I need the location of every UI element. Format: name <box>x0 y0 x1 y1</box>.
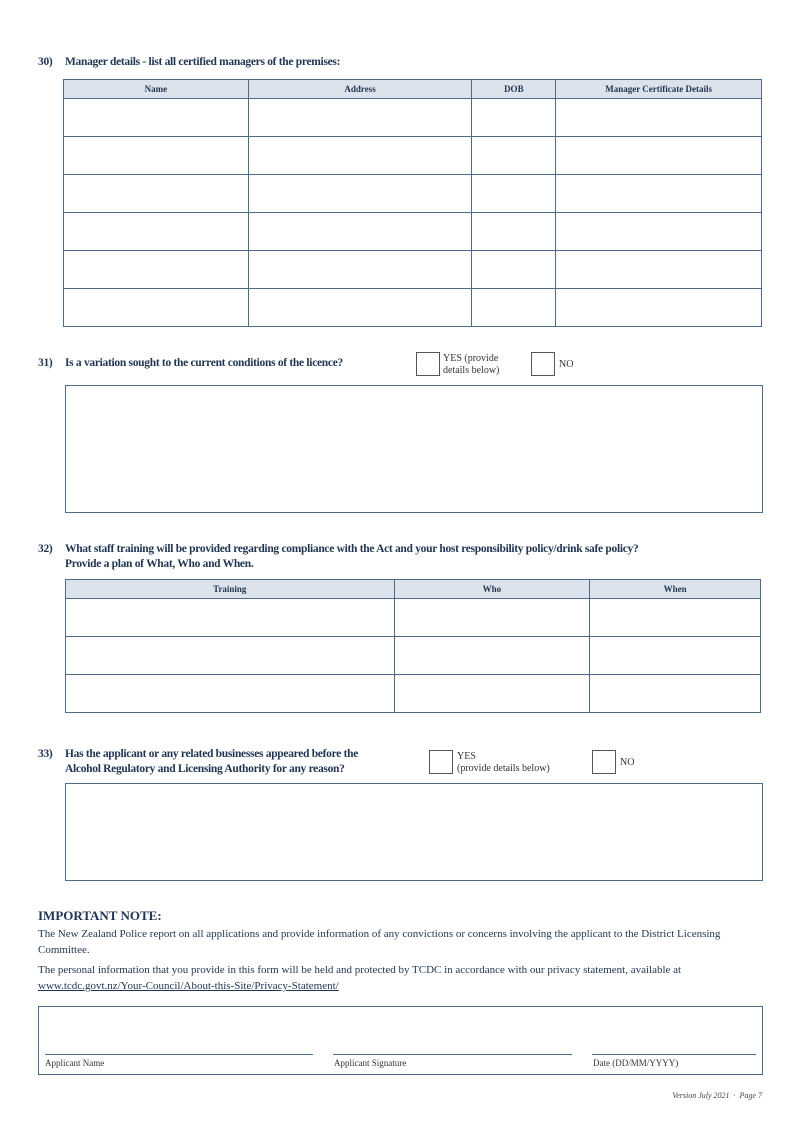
manager-cell[interactable] <box>248 213 472 251</box>
manager-cell[interactable] <box>248 289 472 327</box>
training-cell[interactable] <box>590 599 761 637</box>
q31-yes-line1: YES (provide <box>443 353 499 364</box>
applicant-name-label: Applicant Name <box>45 1058 105 1068</box>
manager-cell[interactable] <box>472 99 556 137</box>
col-header-address: Address <box>248 80 472 99</box>
q31-no-checkbox[interactable] <box>531 352 555 376</box>
q31-no-label: NO <box>559 359 574 370</box>
manager-cell[interactable] <box>556 99 762 137</box>
manager-cell[interactable] <box>556 213 762 251</box>
managers-table <box>63 79 762 327</box>
q33-yes-line2: (provide details below) <box>457 763 550 774</box>
manager-cell[interactable] <box>472 175 556 213</box>
table-row <box>64 175 762 213</box>
applicant-name-field[interactable] <box>45 1054 313 1055</box>
manager-cell[interactable] <box>556 251 762 289</box>
manager-cell[interactable] <box>248 137 472 175</box>
training-cell[interactable] <box>394 637 590 675</box>
col-header-name: Name <box>64 80 249 99</box>
page-footer: Version July 2021 · Page 7 <box>672 1091 762 1100</box>
q33-yes-line1: YES <box>457 751 476 762</box>
q33-no-checkbox[interactable] <box>592 750 616 774</box>
date-field[interactable] <box>592 1054 756 1055</box>
q31-yes-checkbox[interactable] <box>416 352 440 376</box>
manager-cell[interactable] <box>64 251 249 289</box>
q32-question-line2: Provide a plan of What, Who and When. <box>65 558 254 570</box>
manager-cell[interactable] <box>64 289 249 327</box>
col-header-who: Who <box>394 580 590 599</box>
manager-cell[interactable] <box>64 175 249 213</box>
q31-yes-line2: details below) <box>443 365 500 376</box>
note-paragraph-privacy <box>38 962 768 994</box>
q30-number: 30) <box>38 56 53 68</box>
manager-cell[interactable] <box>556 289 762 327</box>
privacy-statement-link[interactable]: www.tcdc.govt.nz/Your-Council/About-this-Site/Privacy-Statement/ <box>38 980 339 992</box>
privacy-text: The personal information that you provide in this form will be held and protected by TCDC in accordance with our privacy statement, available at <box>38 964 682 976</box>
important-note-heading: IMPORTANT NOTE: <box>38 908 162 923</box>
col-header-dob: DOB <box>472 80 556 99</box>
q33-question-line1: Has the applicant or any related businesses appeared before the <box>65 748 358 760</box>
manager-cell[interactable] <box>248 251 472 289</box>
table-row <box>64 251 762 289</box>
manager-cell[interactable] <box>64 99 249 137</box>
manager-cell[interactable] <box>472 251 556 289</box>
col-header-certificate: Manager Certificate Details <box>556 80 762 99</box>
table-row <box>64 137 762 175</box>
manager-cell[interactable] <box>64 213 249 251</box>
applicant-signature-field[interactable] <box>333 1054 572 1055</box>
manager-cell[interactable] <box>556 175 762 213</box>
table-row <box>64 99 762 137</box>
table-row <box>66 637 761 675</box>
q30-question: Manager details - list all certified managers of the premises: <box>65 56 341 68</box>
manager-cell[interactable] <box>248 175 472 213</box>
training-cell[interactable] <box>394 675 590 713</box>
note-paragraph-police: The New Zealand Police report on all applications and provide information of any convictions or concerns involving the applicant to the District Licensing Committee. <box>38 928 721 956</box>
table-row <box>66 675 761 713</box>
manager-cell[interactable] <box>64 137 249 175</box>
q33-yes-label <box>457 751 550 775</box>
q32-number: 32) <box>38 543 53 555</box>
q31-number: 31) <box>38 357 53 369</box>
training-cell[interactable] <box>66 599 395 637</box>
applicant-signature-label: Applicant Signature <box>334 1058 407 1068</box>
manager-cell[interactable] <box>472 137 556 175</box>
training-cell[interactable] <box>66 675 395 713</box>
table-row <box>64 213 762 251</box>
q33-details-textarea[interactable] <box>65 783 763 881</box>
q31-question: Is a variation sought to the current conditions of the licence? <box>65 357 343 369</box>
manager-cell[interactable] <box>472 289 556 327</box>
q33-number: 33) <box>38 748 53 760</box>
q33-no-label: NO <box>620 757 635 768</box>
manager-cell[interactable] <box>248 99 472 137</box>
table-row <box>66 599 761 637</box>
q33-question-line2: Alcohol Regulatory and Licensing Authority for any reason? <box>65 763 345 775</box>
training-cell[interactable] <box>66 637 395 675</box>
q31-details-textarea[interactable] <box>65 385 763 513</box>
table-row <box>64 289 762 327</box>
col-header-when: When <box>590 580 761 599</box>
training-cell[interactable] <box>590 675 761 713</box>
manager-cell[interactable] <box>556 137 762 175</box>
training-cell[interactable] <box>590 637 761 675</box>
q32-question-line1: What staff training will be provided regarding compliance with the Act and your host responsibility policy/drink safe policy? <box>65 543 639 555</box>
training-table <box>65 579 761 713</box>
manager-cell[interactable] <box>472 213 556 251</box>
q31-yes-label <box>443 353 499 377</box>
training-cell[interactable] <box>394 599 590 637</box>
col-header-training: Training <box>66 580 395 599</box>
date-label: Date (DD/MM/YYYY) <box>593 1058 679 1068</box>
q33-yes-checkbox[interactable] <box>429 750 453 774</box>
